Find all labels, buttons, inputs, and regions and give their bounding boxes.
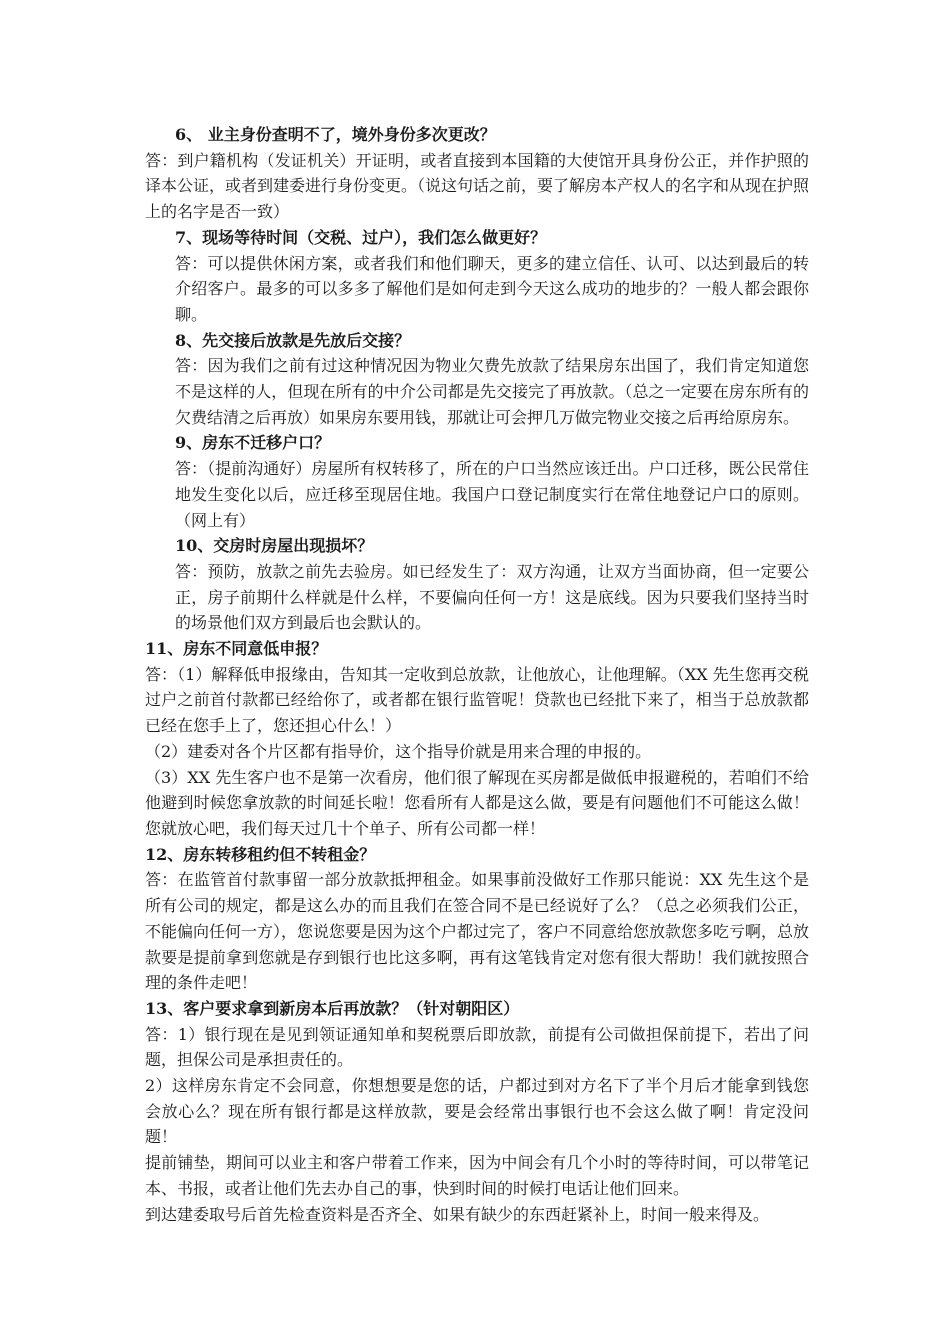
question-11-answer-2: （2）建委对各个片区都有指导价，这个指导价就是用来合理的申报的。 bbox=[145, 741, 652, 761]
question-13-answer-4: 到达建委取号后首先检查资料是否齐全、如果有缺少的东西赶紧补上，时间一般来得及。 bbox=[145, 1204, 770, 1224]
question-10-title: 10、交房时房屋出现损坏？ bbox=[175, 536, 374, 556]
question-8-title: 8、先交接后放款是先放后交接？ bbox=[175, 330, 411, 350]
question-10-answer: 答：预防，放款之前先去验房。如已经发生了：双方沟通，让双方当面协商，但一定要公正，房子前期什么样就是什么样，不要偏向任何一方！这是底线。因为只要我们坚持当时的场景他们双方到最后也会默认的。 bbox=[175, 561, 809, 633]
question-11-answer-3: （3）XX 先生客户也不是第一次看房，他们很了解现在买房都是做低申报避税的，若咱们不给他避到时候您拿放款的时间延长啦！您看所有人都是这么做，要是有问题他们不可能这么做！您就放心吧，我们每天过几十个单子、所有公司都一样！ bbox=[145, 767, 809, 838]
question-13-answer-3: 提前铺垫，期间可以业主和客户带着工作来，因为中间会有几个小时的等待时间，可以带笔记本、书报，或者让他们先去办自己的事，快到时间的时候打电话让他们回来。 bbox=[145, 1153, 809, 1198]
question-8-answer: 答：因为我们之前有过这种情况因为物业欠费先放款了结果房东出国了，我们肯定知道您不是这样的人，但现在所有的中介公司都是先交接完了再放款。（总之一定要在房东所有的欠费结清之后再放）如果房东要用钱，那就让可会押几万做完物业交接之后再给原房东。 bbox=[175, 356, 809, 427]
question-13-answer-2: 2）这样房东肯定不会同意，你想想要是您的话，户都过到对方名下了半个月后才能拿到钱您会放心么？现在所有银行都是这样放款，要是会经常出事银行也不会这么做了啊！肯定没问题！ bbox=[145, 1076, 809, 1147]
question-13-title: 13、客户要求拿到新房本后再放款？（针对朝阳区） bbox=[145, 998, 520, 1018]
question-9-title: 9、房东不迁移户口？ bbox=[175, 433, 331, 453]
question-7-title: 7、现场等待时间（交税、过户），我们怎么做更好？ bbox=[175, 227, 547, 247]
question-11-answer-1: 答：（1）解释低申报缘由，告知其一定收到总放款，让他放心，让他理解。（XX 先生您再交税过户之前首付款都已经给你了，或者都在银行监管呢！贷款也已经批下来了，相当于总放款都已经在您手上了，您还担心什么！） bbox=[145, 664, 809, 736]
question-13-answer-1: 答：1）银行现在是见到领证通知单和契税票后即放款，前提有公司做担保前提下，若出了问题，担保公司是承担责任的。 bbox=[145, 1024, 809, 1070]
question-9-answer: 答：（提前沟通好）房屋所有权转移了，所在的户口当然应该迁出。户口迁移，既公民常住地发生变化以后，应迁移至现居住地。我国户口登记制度实行在常住地登记户口的原则。（网上有） bbox=[175, 459, 809, 530]
question-11-title: 11、房东不同意低申报？ bbox=[145, 639, 328, 659]
question-12-answer: 答：在监管首付款事留一部分放款抵押租金。如果事前没做好工作那只能说：XX 先生这个是所有公司的规定，都是这么办的而且我们在签合同不是已经说好了么？（总之必须我们公正，不能偏向任何一方），您说您要是因为这个户都过完了，客户不同意给您放款您多吃亏啊，总放款要是提前拿到您就是存到银行也比这多啊，再有这笔钱肯定对您有很大帮助！我们就按照合理的条件走吧！ bbox=[145, 870, 810, 993]
question-12-title: 12、房东转移租约但不转租金？ bbox=[145, 844, 376, 864]
document-body bbox=[145, 122, 809, 1227]
question-6-title: 6、 业主身份查明不了，境外身份多次更改？ bbox=[175, 125, 496, 144]
question-6-answer: 答：到户籍机构（发证机关）开证明，或者直接到本国籍的大使馆开具身份公正，并作护照的译本公证，或者到建委进行身份变更。（说这句话之前，要了解房本产权人的名字和从现在护照上的名字是否一致） bbox=[145, 150, 810, 222]
question-7-answer: 答：可以提供休闲方案，或者我们和他们聊天，更多的建立信任、认可、以达到最后的转介绍客户。最多的可以多多了解他们是如何走到今天这么成功的地步的？一般人都会跟你聊。 bbox=[175, 253, 809, 324]
